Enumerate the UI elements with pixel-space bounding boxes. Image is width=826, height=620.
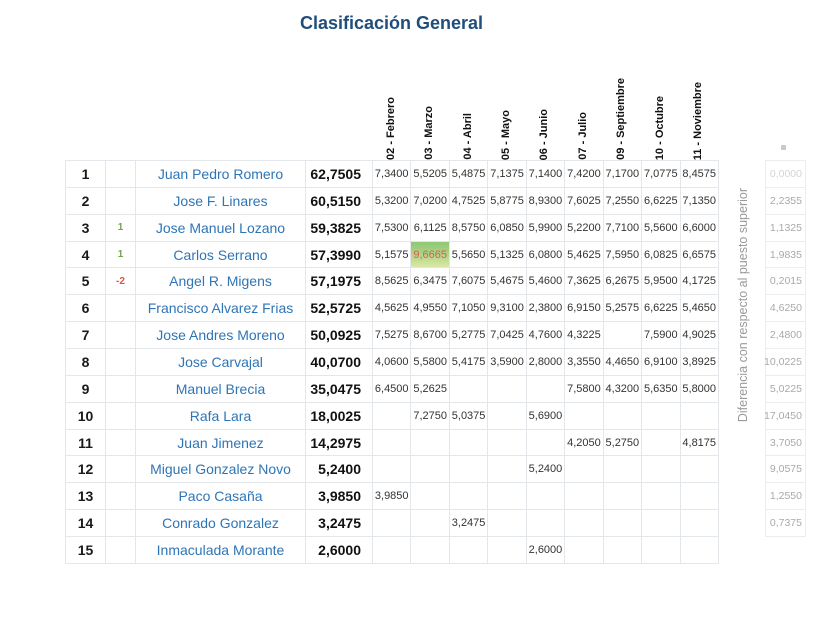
- month-header: [564, 44, 602, 160]
- total-score-cell: 57,3990: [306, 242, 373, 269]
- score-cell: [681, 537, 719, 564]
- score-cell: [527, 483, 565, 510]
- score-cell: 7,5950: [604, 242, 642, 269]
- score-cell: 8,9300: [527, 188, 565, 215]
- score-cell: [527, 376, 565, 403]
- total-score-cell: 59,3825: [306, 215, 373, 242]
- score-cell: 5,2575: [604, 295, 642, 322]
- score-cell: 6,6000: [681, 215, 719, 242]
- score-cell: 7,0425: [488, 322, 526, 349]
- month-header: [680, 44, 718, 160]
- score-cell: 7,3400: [373, 161, 411, 188]
- month-header: [410, 44, 448, 160]
- score-cell: 5,2775: [450, 322, 488, 349]
- score-cell: [373, 537, 411, 564]
- score-cell: [488, 483, 526, 510]
- score-cell: 7,6075: [450, 268, 488, 295]
- diff-cell: 4,6250: [766, 295, 806, 322]
- score-cell: [681, 510, 719, 537]
- table-row: [66, 430, 719, 457]
- score-cell: 7,4200: [565, 161, 603, 188]
- table-row: [66, 268, 719, 295]
- score-cell: 7,0200: [411, 188, 449, 215]
- position-change-cell: [106, 322, 136, 349]
- rank-cell: 9: [66, 376, 106, 403]
- score-cell: 6,1125: [411, 215, 449, 242]
- diff-cell: 0,7375: [766, 510, 806, 537]
- table-row: [66, 483, 719, 510]
- score-cell: 9,3100: [488, 295, 526, 322]
- score-cell: 8,4575: [681, 161, 719, 188]
- table-row: [66, 510, 719, 537]
- table-row: [66, 295, 719, 322]
- rank-cell: 1: [66, 161, 106, 188]
- position-change-cell: [106, 537, 136, 564]
- page-title: Clasificación General: [299, 13, 484, 33]
- table-row: [66, 322, 719, 349]
- rank-cell: 13: [66, 483, 106, 510]
- score-cell: [488, 403, 526, 430]
- score-cell: [488, 537, 526, 564]
- month-header-label: 05 - Mayo: [500, 109, 513, 160]
- score-cell: [681, 456, 719, 483]
- score-cell: 2,3800: [527, 295, 565, 322]
- month-header: [487, 44, 525, 160]
- player-name-cell: Rafa Lara: [136, 403, 306, 430]
- score-cell: [373, 430, 411, 457]
- score-cell: 5,1575: [373, 242, 411, 269]
- rank-cell: 10: [66, 403, 106, 430]
- score-cell: 6,4500: [373, 376, 411, 403]
- player-name-cell: Francisco Alvarez Frias: [136, 295, 306, 322]
- score-cell: [450, 430, 488, 457]
- score-cell: 4,5625: [373, 295, 411, 322]
- score-cell: 3,3550: [565, 349, 603, 376]
- score-cell: [642, 537, 680, 564]
- score-cell: [488, 430, 526, 457]
- total-score-cell: 60,5150: [306, 188, 373, 215]
- player-name-cell: Carlos Serrano: [136, 242, 306, 269]
- score-cell: 5,8775: [488, 188, 526, 215]
- score-cell: 4,4650: [604, 349, 642, 376]
- total-score-cell: 5,2400: [306, 456, 373, 483]
- player-name-cell: Miguel Gonzalez Novo: [136, 456, 306, 483]
- score-cell: [604, 322, 642, 349]
- score-cell: 5,6350: [642, 376, 680, 403]
- highlighted-score-cell: 9,6665: [411, 242, 449, 269]
- score-cell: 7,5900: [642, 322, 680, 349]
- score-cell: 4,3200: [604, 376, 642, 403]
- score-cell: 7,1700: [604, 161, 642, 188]
- diff-cell: 1,1325: [766, 215, 806, 242]
- score-cell: [450, 376, 488, 403]
- score-cell: 5,5205: [411, 161, 449, 188]
- diff-cell: 9,0575: [766, 456, 806, 483]
- score-cell: 3,2475: [450, 510, 488, 537]
- score-cell: 5,4650: [681, 295, 719, 322]
- position-change-cell: 1: [106, 215, 136, 242]
- score-cell: [488, 376, 526, 403]
- score-cell: 8,5625: [373, 268, 411, 295]
- month-header-label: 03 - Marzo: [423, 106, 436, 160]
- score-cell: [642, 510, 680, 537]
- position-change-cell: [106, 161, 136, 188]
- score-cell: [373, 456, 411, 483]
- score-cell: 7,1400: [527, 161, 565, 188]
- diff-cell: 5,0225: [766, 376, 806, 403]
- score-cell: [565, 510, 603, 537]
- rank-cell: 11: [66, 430, 106, 457]
- month-header-label: 02 - Febrero: [384, 97, 397, 160]
- diff-cell: 1,2550: [766, 483, 806, 510]
- score-cell: 7,6025: [565, 188, 603, 215]
- rank-cell: 12: [66, 456, 106, 483]
- total-score-cell: 57,1975: [306, 268, 373, 295]
- score-cell: [488, 456, 526, 483]
- table-row: [66, 403, 719, 430]
- score-cell: 5,1325: [488, 242, 526, 269]
- classification-table: [65, 160, 719, 564]
- rank-cell: 8: [66, 349, 106, 376]
- score-cell: 5,3200: [373, 188, 411, 215]
- position-change-cell: [106, 188, 136, 215]
- score-cell: 6,6575: [681, 242, 719, 269]
- player-name-cell: Juan Jimenez: [136, 430, 306, 457]
- score-cell: [565, 403, 603, 430]
- score-cell: 5,5800: [411, 349, 449, 376]
- score-cell: 6,3475: [411, 268, 449, 295]
- score-cell: 5,2750: [604, 430, 642, 457]
- table-row: [66, 188, 719, 215]
- position-change-cell: -2: [106, 268, 136, 295]
- rank-cell: 6: [66, 295, 106, 322]
- score-cell: 5,2200: [565, 215, 603, 242]
- month-header: [641, 44, 679, 160]
- score-cell: [681, 483, 719, 510]
- score-cell: [642, 403, 680, 430]
- position-change-cell: [106, 483, 136, 510]
- score-cell: 3,5900: [488, 349, 526, 376]
- score-cell: 4,0600: [373, 349, 411, 376]
- month-header: [372, 44, 410, 160]
- rank-cell: 15: [66, 537, 106, 564]
- score-cell: 5,5650: [450, 242, 488, 269]
- score-cell: 7,7100: [604, 215, 642, 242]
- diff-cell: 17,0450: [766, 403, 806, 430]
- score-cell: [411, 510, 449, 537]
- diff-cell: 2,4800: [766, 322, 806, 349]
- month-header: [526, 44, 564, 160]
- total-score-cell: 50,0925: [306, 322, 373, 349]
- score-cell: [642, 456, 680, 483]
- score-cell: 5,2400: [527, 456, 565, 483]
- score-cell: 6,9150: [565, 295, 603, 322]
- month-header: [449, 44, 487, 160]
- player-name-cell: Angel R. Migens: [136, 268, 306, 295]
- score-cell: 4,7525: [450, 188, 488, 215]
- rank-cell: 4: [66, 242, 106, 269]
- month-header-label: 07 - Julio: [576, 112, 589, 160]
- score-cell: 5,0375: [450, 403, 488, 430]
- score-cell: 5,4875: [450, 161, 488, 188]
- position-change-cell: [106, 376, 136, 403]
- footnote-marker-icon: [781, 145, 786, 150]
- score-cell: [411, 456, 449, 483]
- player-name-cell: Conrado Gonzalez: [136, 510, 306, 537]
- score-cell: 7,2550: [604, 188, 642, 215]
- score-cell: [411, 537, 449, 564]
- table-row: [66, 215, 719, 242]
- score-cell: 5,8000: [681, 376, 719, 403]
- score-cell: 4,9025: [681, 322, 719, 349]
- total-score-cell: 62,7505: [306, 161, 373, 188]
- table-row: [66, 349, 719, 376]
- rank-cell: 5: [66, 268, 106, 295]
- score-cell: 6,9100: [642, 349, 680, 376]
- score-cell: 2,8000: [527, 349, 565, 376]
- score-cell: 5,4600: [527, 268, 565, 295]
- total-score-cell: 18,0025: [306, 403, 373, 430]
- position-change-cell: [106, 430, 136, 457]
- total-score-cell: 35,0475: [306, 376, 373, 403]
- score-cell: [604, 403, 642, 430]
- table-row: [66, 376, 719, 403]
- score-cell: 6,6225: [642, 295, 680, 322]
- score-cell: [604, 456, 642, 483]
- score-cell: 8,5750: [450, 215, 488, 242]
- position-change-cell: [106, 295, 136, 322]
- diff-cell: 0,2015: [766, 268, 806, 295]
- total-score-cell: 3,2475: [306, 510, 373, 537]
- month-header: [603, 44, 641, 160]
- score-cell: 4,2050: [565, 430, 603, 457]
- diff-cell: 10,0225: [766, 349, 806, 376]
- player-name-cell: Jose Manuel Lozano: [136, 215, 306, 242]
- position-change-cell: 1: [106, 242, 136, 269]
- player-name-cell: Jose Carvajal: [136, 349, 306, 376]
- score-cell: 6,2675: [604, 268, 642, 295]
- score-cell: 4,1725: [681, 268, 719, 295]
- score-cell: [642, 430, 680, 457]
- rank-cell: 2: [66, 188, 106, 215]
- score-cell: 7,3625: [565, 268, 603, 295]
- total-score-cell: 52,5725: [306, 295, 373, 322]
- table-row: [66, 161, 719, 188]
- score-cell: 5,6900: [527, 403, 565, 430]
- score-cell: 5,9900: [527, 215, 565, 242]
- score-cell: 7,5800: [565, 376, 603, 403]
- diff-cell: 1,9835: [766, 242, 806, 269]
- diff-column-label: [730, 165, 756, 445]
- month-header-label: 10 - Octubre: [653, 95, 666, 160]
- diff-column: [765, 160, 806, 537]
- score-cell: [604, 510, 642, 537]
- score-cell: 4,7600: [527, 322, 565, 349]
- month-header-label: 11 - Noviembre: [692, 81, 705, 160]
- total-score-cell: 14,2975: [306, 430, 373, 457]
- score-cell: [450, 456, 488, 483]
- score-cell: 4,8175: [681, 430, 719, 457]
- score-cell: 6,6225: [642, 188, 680, 215]
- score-cell: 5,5600: [642, 215, 680, 242]
- score-cell: [565, 483, 603, 510]
- player-name-cell: Jose Andres Moreno: [136, 322, 306, 349]
- month-header-label: 09 - Septiembre: [615, 78, 628, 160]
- score-cell: 2,6000: [527, 537, 565, 564]
- score-cell: [604, 483, 642, 510]
- score-cell: [373, 510, 411, 537]
- score-cell: [565, 537, 603, 564]
- player-name-cell: Juan Pedro Romero: [136, 161, 306, 188]
- diff-cell: 3,7050: [766, 430, 806, 457]
- position-change-cell: [106, 403, 136, 430]
- score-cell: 7,5300: [373, 215, 411, 242]
- score-cell: [527, 510, 565, 537]
- diff-column-label-text: Diferencia con respecto al puesto superior: [736, 187, 750, 423]
- score-cell: [411, 483, 449, 510]
- score-cell: 6,0850: [488, 215, 526, 242]
- score-cell: 5,9500: [642, 268, 680, 295]
- score-cell: [488, 510, 526, 537]
- month-header-label: 04 - Abril: [461, 113, 474, 160]
- score-cell: 4,3225: [565, 322, 603, 349]
- diff-cell: 0,0000: [766, 161, 806, 188]
- score-cell: 5,4675: [488, 268, 526, 295]
- total-score-cell: 3,9850: [306, 483, 373, 510]
- position-change-cell: [106, 510, 136, 537]
- rank-cell: 3: [66, 215, 106, 242]
- score-cell: 5,4175: [450, 349, 488, 376]
- score-cell: 3,9850: [373, 483, 411, 510]
- score-cell: 6,0800: [527, 242, 565, 269]
- table-row: [66, 242, 719, 269]
- rank-cell: 14: [66, 510, 106, 537]
- diff-cell: 2,2355: [766, 188, 806, 215]
- score-cell: 4,9550: [411, 295, 449, 322]
- score-cell: 7,1375: [488, 161, 526, 188]
- total-score-cell: 2,6000: [306, 537, 373, 564]
- player-name-cell: Manuel Brecia: [136, 376, 306, 403]
- score-cell: 7,2750: [411, 403, 449, 430]
- month-header-label: 06 - Junio: [538, 108, 551, 160]
- score-cell: [411, 430, 449, 457]
- table-row: [66, 537, 719, 564]
- score-cell: 5,4625: [565, 242, 603, 269]
- score-cell: 6,0825: [642, 242, 680, 269]
- score-cell: [642, 483, 680, 510]
- position-change-cell: [106, 349, 136, 376]
- score-cell: 7,0775: [642, 161, 680, 188]
- rank-cell: 7: [66, 322, 106, 349]
- score-cell: [527, 430, 565, 457]
- score-cell: [604, 537, 642, 564]
- score-cell: [681, 403, 719, 430]
- score-cell: 5,2625: [411, 376, 449, 403]
- score-cell: 7,1350: [681, 188, 719, 215]
- score-cell: 7,5275: [373, 322, 411, 349]
- score-cell: [450, 483, 488, 510]
- score-cell: 8,6700: [411, 322, 449, 349]
- score-cell: [373, 403, 411, 430]
- score-cell: 7,1050: [450, 295, 488, 322]
- position-change-cell: [106, 456, 136, 483]
- score-cell: [565, 456, 603, 483]
- score-cell: [450, 537, 488, 564]
- player-name-cell: Jose F. Linares: [136, 188, 306, 215]
- player-name-cell: Inmaculada Morante: [136, 537, 306, 564]
- total-score-cell: 40,0700: [306, 349, 373, 376]
- month-header-row: [372, 44, 718, 160]
- score-cell: 3,8925: [681, 349, 719, 376]
- table-row: [66, 456, 719, 483]
- player-name-cell: Paco Casaña: [136, 483, 306, 510]
